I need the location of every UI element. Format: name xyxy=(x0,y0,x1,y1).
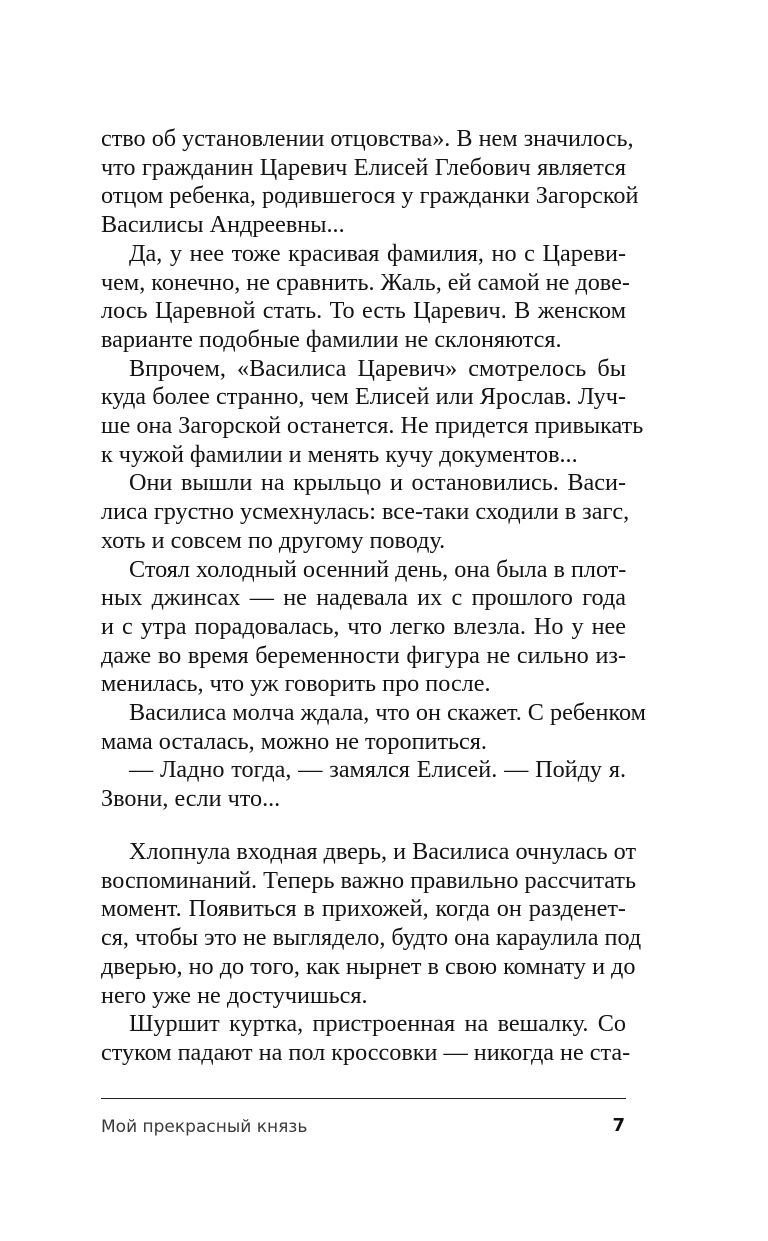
text-line: и с утра порадовалась, что легко влезла. Но у нее xyxy=(101,612,626,640)
text-line: Стоял холодный осенний день, она была в плот- xyxy=(129,555,627,583)
text-line: стуком падают на пол кроссовки — никогда не ста- xyxy=(101,1038,631,1066)
text-line: Звони, если что... xyxy=(101,785,281,813)
text-line: дверью, но до того, как нырнет в свою комнату и до xyxy=(101,952,636,980)
text-line: него уже не достучишься. xyxy=(101,981,368,1009)
text-line: Да, у нее тоже красивая фамилия, но с Цареви- xyxy=(129,239,626,267)
text-line: ных джинсах — не надевала их с прошлого года xyxy=(101,584,626,612)
text-line: мама осталась, можно не торопиться. xyxy=(101,727,487,755)
page-number: 7 xyxy=(612,1115,625,1136)
text-line: менилась, что уж говорить про после. xyxy=(101,670,491,698)
text-line: отцом ребенка, родившегося у гражданки Загорской xyxy=(101,182,639,210)
text-line: Они вышли на крыльцо и остановились. Васи- xyxy=(129,469,626,497)
text-line: Василисы Андреевны... xyxy=(101,211,345,239)
text-line: Впрочем, «Василиса Царевич» смотрелось бы xyxy=(129,354,626,382)
footer-divider xyxy=(101,1098,626,1099)
text-line: лиса грустно усмехнулась: все-таки сходили в загс, xyxy=(101,498,630,526)
text-line: лось Царевной стать. То есть Царевич. В женском xyxy=(101,297,626,325)
text-line: куда более странно, чем Елисей или Ярослав. Луч- xyxy=(101,383,626,411)
text-line: момент. Появиться в прихожей, когда он разденет- xyxy=(101,895,626,923)
body-text-section-2 xyxy=(101,838,642,1068)
text-line: ство об установлении отцовства». В нем значилось, xyxy=(101,125,634,152)
text-line: Василиса молча ждала, что он скажет. С ребенком xyxy=(129,699,646,727)
body-text-section-1 xyxy=(101,125,646,814)
text-line: Хлопнула входная дверь, и Василиса очнулась от xyxy=(129,838,637,865)
text-line: варианте подобные фамилии не склоняются. xyxy=(101,325,562,353)
text-line: даже во время беременности фигура не сильно из- xyxy=(101,641,626,669)
text-line: что гражданин Царевич Елисей Глебович является xyxy=(101,153,626,181)
text-line: ше она Загорской останется. Не придется привыкать xyxy=(101,412,644,440)
text-line: чем, конечно, не сравнить. Жаль, ей самой не дове- xyxy=(101,268,630,296)
text-line: воспоминаний. Теперь важно правильно рассчитать xyxy=(101,866,637,894)
text-line: Шуршит куртка, пристроенная на вешалку. Со xyxy=(129,1010,626,1038)
text-line: к чужой фамилии и менять кучу документов... xyxy=(101,440,578,468)
text-line: — Ладно тогда, — замялся Елисей. — Пойду я. xyxy=(129,756,626,784)
text-line: ся, чтобы это не выглядело, будто она караулила под xyxy=(101,924,642,952)
running-title: Мой прекрасный князь xyxy=(101,1117,308,1137)
text-line: хоть и совсем по другому поводу. xyxy=(101,526,446,554)
